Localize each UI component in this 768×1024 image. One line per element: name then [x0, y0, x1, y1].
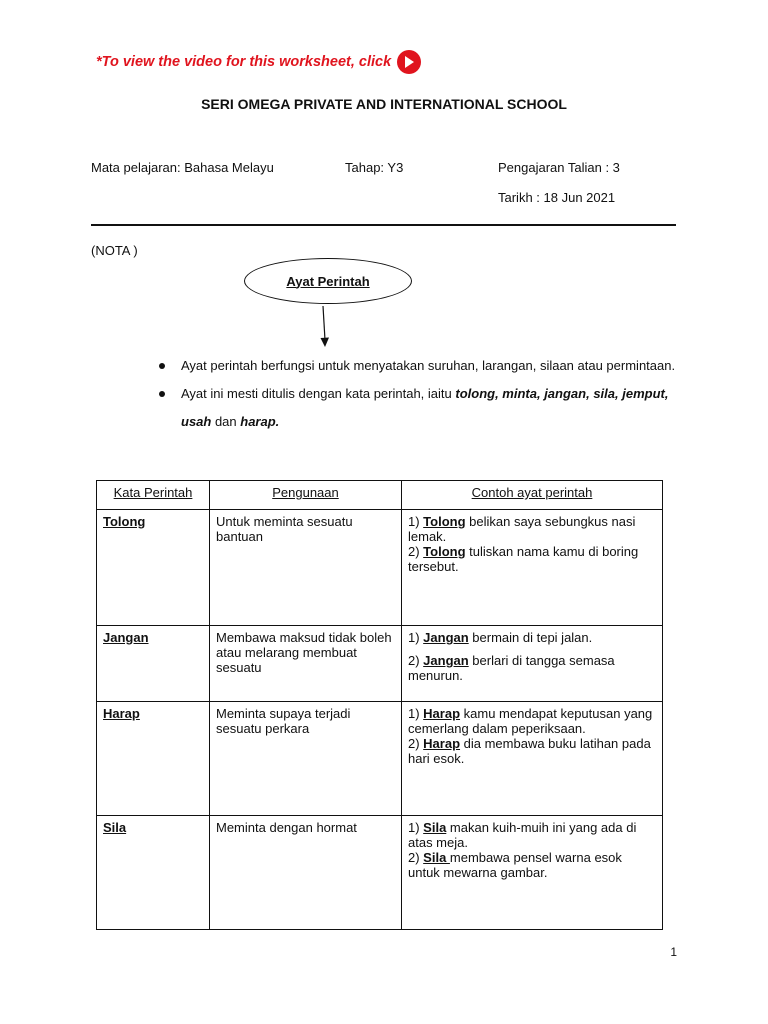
table-row	[97, 702, 663, 816]
table-header: Kata Perintah	[97, 481, 210, 510]
example-cell	[402, 702, 663, 816]
bullet-item	[157, 352, 677, 380]
bullet-icon	[159, 391, 165, 397]
table-header: Pengunaan	[210, 481, 402, 510]
example-1: 1) Harap kamu mendapat keputusan yang cemerlang dalam peperiksaan.	[408, 706, 653, 736]
bullet-icon	[159, 363, 165, 369]
bullet-text: Ayat perintah berfungsi untuk menyatakan suruhan, larangan, silaan atau permintaan.	[181, 358, 676, 373]
video-link[interactable]	[96, 50, 421, 74]
bullet-item	[157, 380, 677, 436]
example-2: 2) Harap dia membawa buku latihan pada hari esok.	[408, 736, 651, 766]
example-2: 2) Tolong tuliskan nama kamu di boring tersebut.	[408, 544, 639, 574]
level-label: Tahap: Y3	[345, 160, 404, 175]
usage-cell: Meminta supaya terjadi sesuatu perkara	[210, 702, 402, 816]
table-row	[97, 510, 663, 626]
table-header: Contoh ayat perintah	[402, 481, 663, 510]
school-title: SERI OMEGA PRIVATE AND INTERNATIONAL SCHOOL	[201, 96, 567, 112]
example-2: 2) Sila membawa pensel warna esok untuk mewarna gambar.	[408, 850, 622, 880]
example-1: 1) Sila makan kuih-muih ini yang ada di atas meja.	[408, 820, 637, 850]
header-divider	[91, 224, 676, 226]
command-word-last: harap.	[240, 414, 280, 429]
nota-label: (NOTA )	[91, 243, 138, 258]
example-cell	[402, 816, 663, 930]
command-words-table	[96, 480, 663, 930]
command-words: tolong, minta, jangan, sila, jemput, usah	[181, 386, 669, 429]
example-1: 1) Jangan bermain di tepi jalan.	[408, 630, 593, 645]
example-2: 2) Jangan berlari di tangga semasa menurun.	[408, 653, 615, 683]
play-circle-icon[interactable]	[397, 50, 421, 74]
table-row	[97, 626, 663, 702]
command-word: Tolong	[103, 514, 146, 529]
date-label: Tarikh : 18 Jun 2021	[498, 190, 616, 205]
example-cell	[402, 626, 663, 702]
command-word: Jangan	[103, 630, 149, 645]
lesson-label: Pengajaran Talian : 3	[498, 160, 620, 175]
bullet-text-prefix: Ayat ini mesti ditulis dengan kata perintah, iaitu	[181, 386, 456, 401]
usage-cell: Membawa maksud tidak boleh atau melarang membuat sesuatu	[210, 626, 402, 702]
table-row	[97, 816, 663, 930]
video-link-text[interactable]: *To view the video for this worksheet, click	[96, 54, 392, 70]
page-number: 1	[670, 945, 677, 959]
usage-cell: Meminta dengan hormat	[210, 816, 402, 930]
command-word: Sila	[103, 820, 127, 835]
notes-bullets	[157, 352, 677, 436]
command-word: Harap	[103, 706, 140, 721]
topic-ellipse	[244, 258, 412, 304]
table-header-row	[97, 481, 663, 510]
usage-cell: Untuk meminta sesuatu bantuan	[210, 510, 402, 626]
bullet-text-and: dan	[211, 414, 241, 429]
topic-title: Ayat Perintah	[286, 273, 370, 289]
arrow-down-icon	[318, 306, 332, 348]
example-1: 1) Tolong belikan saya sebungkus nasi lemak.	[408, 514, 636, 544]
subject-label: Mata pelajaran: Bahasa Melayu	[91, 160, 274, 175]
example-cell	[402, 510, 663, 626]
